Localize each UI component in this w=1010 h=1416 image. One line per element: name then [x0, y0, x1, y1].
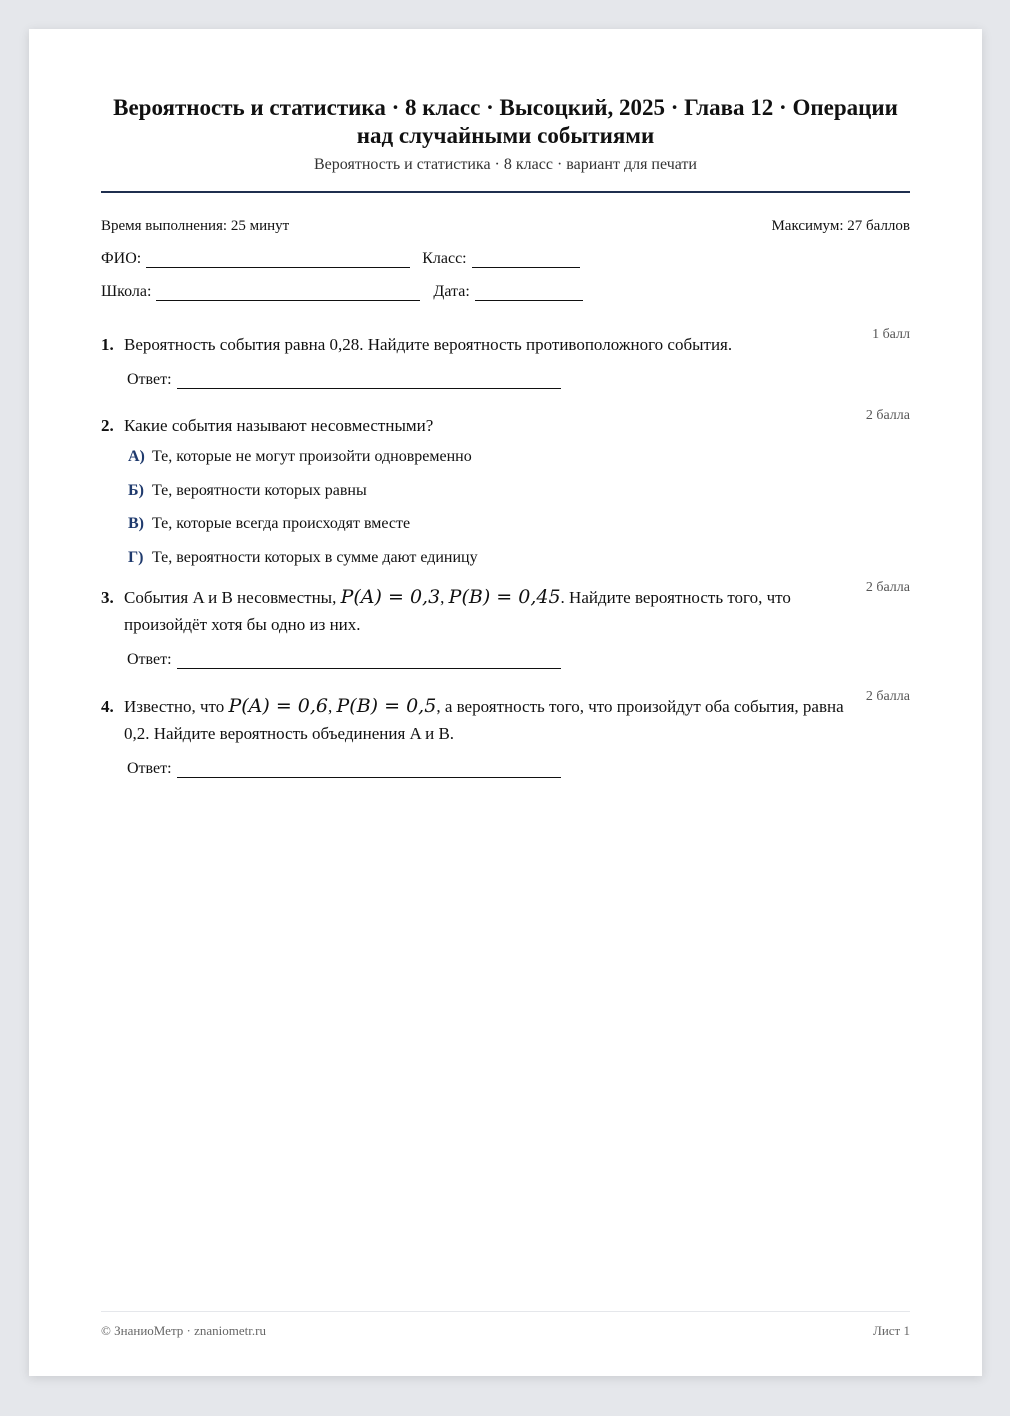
question-number: 2. — [101, 416, 114, 435]
time-limit: Время выполнения: 25 минут — [101, 218, 290, 234]
question-points: 2 балла — [865, 688, 910, 704]
option-text: Те, вероятности которых в сумме дают единицу — [152, 548, 478, 566]
question-number: 1. — [101, 335, 114, 354]
page-content — [101, 29, 910, 778]
page-footer — [101, 1311, 910, 1339]
answer-row — [127, 759, 910, 778]
school-field[interactable] — [156, 282, 420, 301]
answer-field[interactable] — [177, 759, 561, 778]
option-letter: Г) — [128, 548, 144, 566]
question-number: 4. — [101, 696, 114, 716]
question-text: Вероятность события равна 0,28. Найдите вероятность противоположного события. — [124, 335, 733, 354]
option-letter: А) — [128, 448, 145, 465]
page-subtitle: Вероятность и статистика · 8 класс · вариант для печати — [314, 156, 697, 173]
option-letter: В) — [128, 515, 144, 532]
separator: , — [328, 696, 333, 716]
answer-field[interactable] — [177, 650, 561, 669]
name-class-row — [101, 249, 910, 268]
header-divider — [101, 191, 910, 193]
class-field[interactable] — [472, 249, 580, 268]
math-expression: P(A) = 0,6 — [228, 694, 329, 717]
answer-field[interactable] — [177, 370, 561, 389]
option-g[interactable] — [128, 548, 910, 568]
question-text-start: События A и B несовместны, — [124, 587, 337, 607]
question-text-start: Известно, что — [124, 696, 225, 716]
separator: , — [440, 587, 445, 607]
option-text: Те, которые не могут произойти одновременно — [152, 448, 472, 465]
question-text-end: , а вероятность того, что произойдут оба события, равна 0,2. Найдите вероятность объединения A и B. — [124, 696, 844, 743]
question-text — [124, 584, 854, 638]
question-text: Какие события называют несовместными? — [124, 416, 434, 435]
question-1 — [101, 327, 910, 389]
question-points: 2 балла — [865, 579, 910, 595]
question-number: 3. — [101, 587, 114, 607]
math-expression: P(A) = 0,3 — [340, 585, 441, 608]
option-text: Те, вероятности которых равны — [152, 481, 367, 499]
question-text — [124, 693, 854, 747]
question-text-end: . Найдите вероятность того, что произойдёт хотя бы одно из них. — [124, 587, 791, 634]
answer-label: Ответ: — [127, 371, 172, 388]
school-date-row — [101, 282, 910, 301]
page-title: Вероятность и статистика · 8 класс · Высоцкий, 2025 · Глава 12 · Операции над случайными событиями — [113, 95, 898, 148]
option-b[interactable] — [128, 481, 910, 501]
question-2 — [101, 408, 910, 568]
math-expression: P(B) = 0,45 — [448, 585, 561, 608]
answer-row — [127, 370, 910, 389]
school-label: Школа: — [101, 283, 152, 300]
date-label: Дата: — [433, 283, 470, 300]
worksheet-page — [29, 29, 982, 1376]
page-number: Лист 1 — [873, 1323, 910, 1338]
option-v[interactable] — [128, 514, 910, 534]
answer-row — [127, 650, 910, 669]
class-label: Класс: — [422, 250, 467, 267]
answer-options — [128, 447, 910, 568]
math-expression: P(B) = 0,5 — [336, 694, 437, 717]
answer-label: Ответ: — [127, 759, 172, 777]
option-a[interactable] — [128, 447, 910, 467]
copyright: © ЗнаниоМетр · znaniometr.ru — [101, 1323, 266, 1338]
meta-row — [101, 218, 910, 235]
name-label: ФИО: — [101, 250, 142, 267]
question-points: 1 балл — [872, 327, 910, 342]
question-points: 2 балла — [865, 408, 910, 423]
date-field[interactable] — [475, 282, 583, 301]
name-field[interactable] — [146, 249, 410, 268]
question-3 — [101, 579, 910, 669]
question-4 — [101, 688, 910, 778]
option-letter: Б) — [128, 481, 144, 499]
max-score: Максимум: 27 баллов — [771, 218, 910, 234]
option-text: Те, которые всегда происходят вместе — [152, 515, 411, 532]
answer-label: Ответ: — [127, 650, 172, 668]
